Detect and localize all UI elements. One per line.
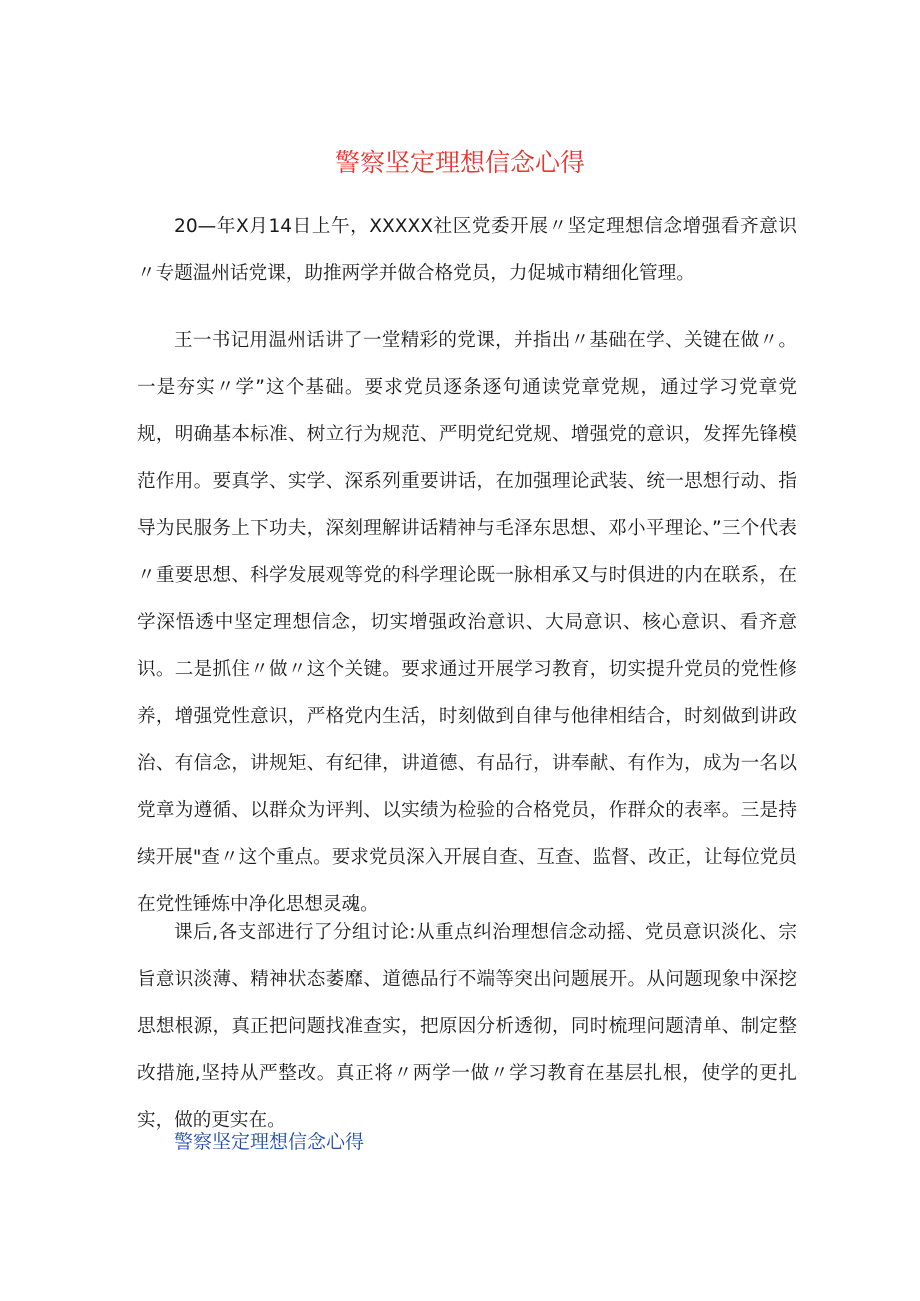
document-title: 警察坚定理想信念心得: [334, 148, 585, 177]
paragraph-discussion: 课后,各支部进行了分组讨论:从重点纠治理想信念动摇、党员意识淡化、宗旨意识淡薄、精神状态萎靡、道德品行不端等突出问题展开。从问题现象中深挖思想根源，真正把问题找准查实，把原因分析透彻，同时梳理问题清单、制定整改措施,坚持从严整改。真正将〃两学一做〃学习教育在基层扎根，使学的更扎实，做的更实在。: [137, 922, 797, 1131]
paragraph-intro: 20—年X月14日上午，XXXXX社区党委开展〃坚定理想信念增强看齐意识〃专题温州话党课，助推两学并做合格党员，力促城市精细化管理。: [137, 216, 797, 284]
related-article-link[interactable]: 警察坚定理想信念心得: [174, 1131, 365, 1153]
paragraph-main: 王一书记用温州话讲了一堂精彩的党课，并指出〃基础在学、关键在做〃。一是夯实〃学”这个基础。要求党员逐条逐句通读党章党规，通过学习党章党规，明确基本标准、树立行为规范、严明党纪党规、增强党的意识，发挥先锋模范作用。要真学、实学、深系列重要讲话，在加强理论武装、统一思想行动、指导为民服务上下功夫，深刻理解讲话精神与毛泽东思想、邓小平理论、”三个代表〃重要思想、科学发展观等党的科学理论既一脉相承又与时俱进的内在联系，在学深悟透中坚定理想信念，切实增强政治意识、大局意识、核心意识、看齐意识。二是抓住〃做〃这个关键。要求通过开展学习教育，切实提升党员的党性修养，增强党性意识，严格党内生活，时刻做到自律与他律相结合，时刻做到讲政治、有信念，讲规矩、有纪律，讲道德、有品行，讲奉献、有作为，成为一名以党章为遵循、以群众为评判、以实绩为检验的合格党员，作群众的表率。三是持续开展"查〃这个重点。要求党员深入开展自查、互查、监督、改正，让每位党员在党性锤炼中净化思想灵魂。: [137, 330, 797, 915]
